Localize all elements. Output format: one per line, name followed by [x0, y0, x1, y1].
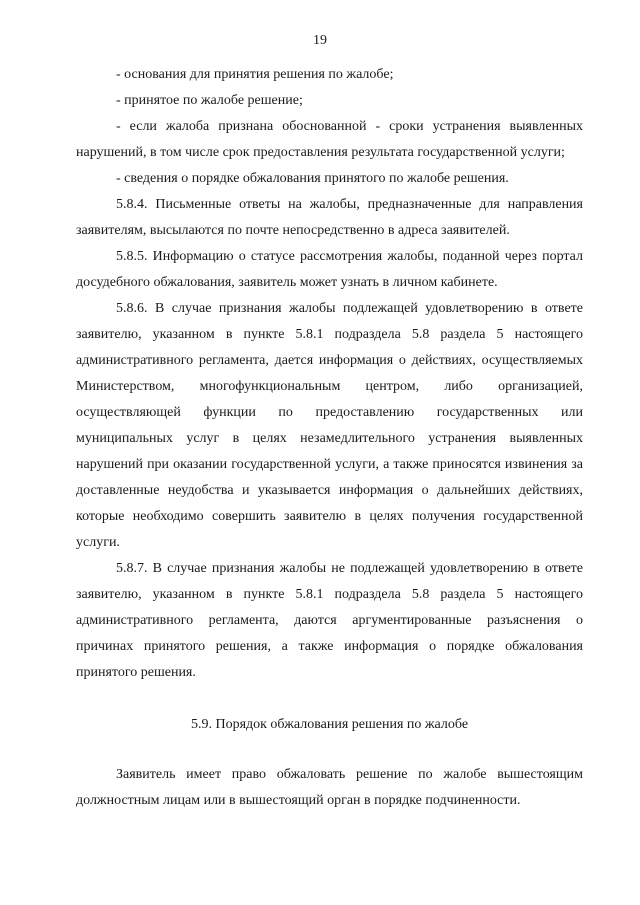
page-number: 19: [313, 33, 327, 48]
list-item-grounds: - основания для принятия решения по жалобе;: [116, 67, 394, 82]
paragraph-5-8-5: 5.8.5. Информацию о статусе рассмотрения жалобы, поданной через портал досудебного обжалования, заявитель может узнать в личном кабинете.: [76, 249, 583, 290]
list-item-deadlines: - если жалоба признана обоснованной - сроки устранения выявленных нарушений, в том числе срок предоставления результата государственной услуги;: [76, 119, 583, 160]
paragraph-appeal-right: Заявитель имеет право обжаловать решение по жалобе вышестоящим должностным лицам или в вышестоящий орган в порядке подчиненности.: [76, 767, 583, 808]
section-heading: 5.9. Порядок обжалования решения по жалобе: [190, 717, 469, 732]
document-body: [76, 62, 583, 814]
paragraph-5-8-4: 5.8.4. Письменные ответы на жалобы, предназначенные для направления заявителям, высылаются по почте непосредственно в адреса заявителей.: [76, 197, 583, 238]
list-item-decision: - принятое по жалобе решение;: [116, 93, 303, 108]
spacer: [76, 686, 583, 712]
paragraph-5-8-6: 5.8.6. В случае признания жалобы подлежащей удовлетворению в ответе заявителю, указанном в пункте 5.8.1 подраздела 5.8 раздела 5 настоящего административного регламента, дается информация о действиях, осуществляемых Министерством, многофункциональным центром, либо организацией, осуществляющей функции по предоставлению государственных или муниципальных услуг в целях незамедлительного устранения выявленных нарушений при оказании государственной услуги, а также приносятся извинения за доставленные неудобства и указывается информация о дальнейших действиях, которые необходимо совершить заявителю в целях получения государственной услуги.: [76, 301, 583, 550]
paragraph-5-8-7: 5.8.7. В случае признания жалобы не подлежащей удовлетворению в ответе заявителю, указанном в пункте 5.8.1 подраздела 5.8 раздела 5 настоящего административного регламента, даются аргументированные разъяснения о причинах принятого решения, а также информация о порядке обжалования принятого решения.: [76, 561, 583, 680]
list-item-appeal-info: - сведения о порядке обжалования принятого по жалобе решения.: [116, 171, 509, 186]
spacer: [76, 738, 583, 762]
